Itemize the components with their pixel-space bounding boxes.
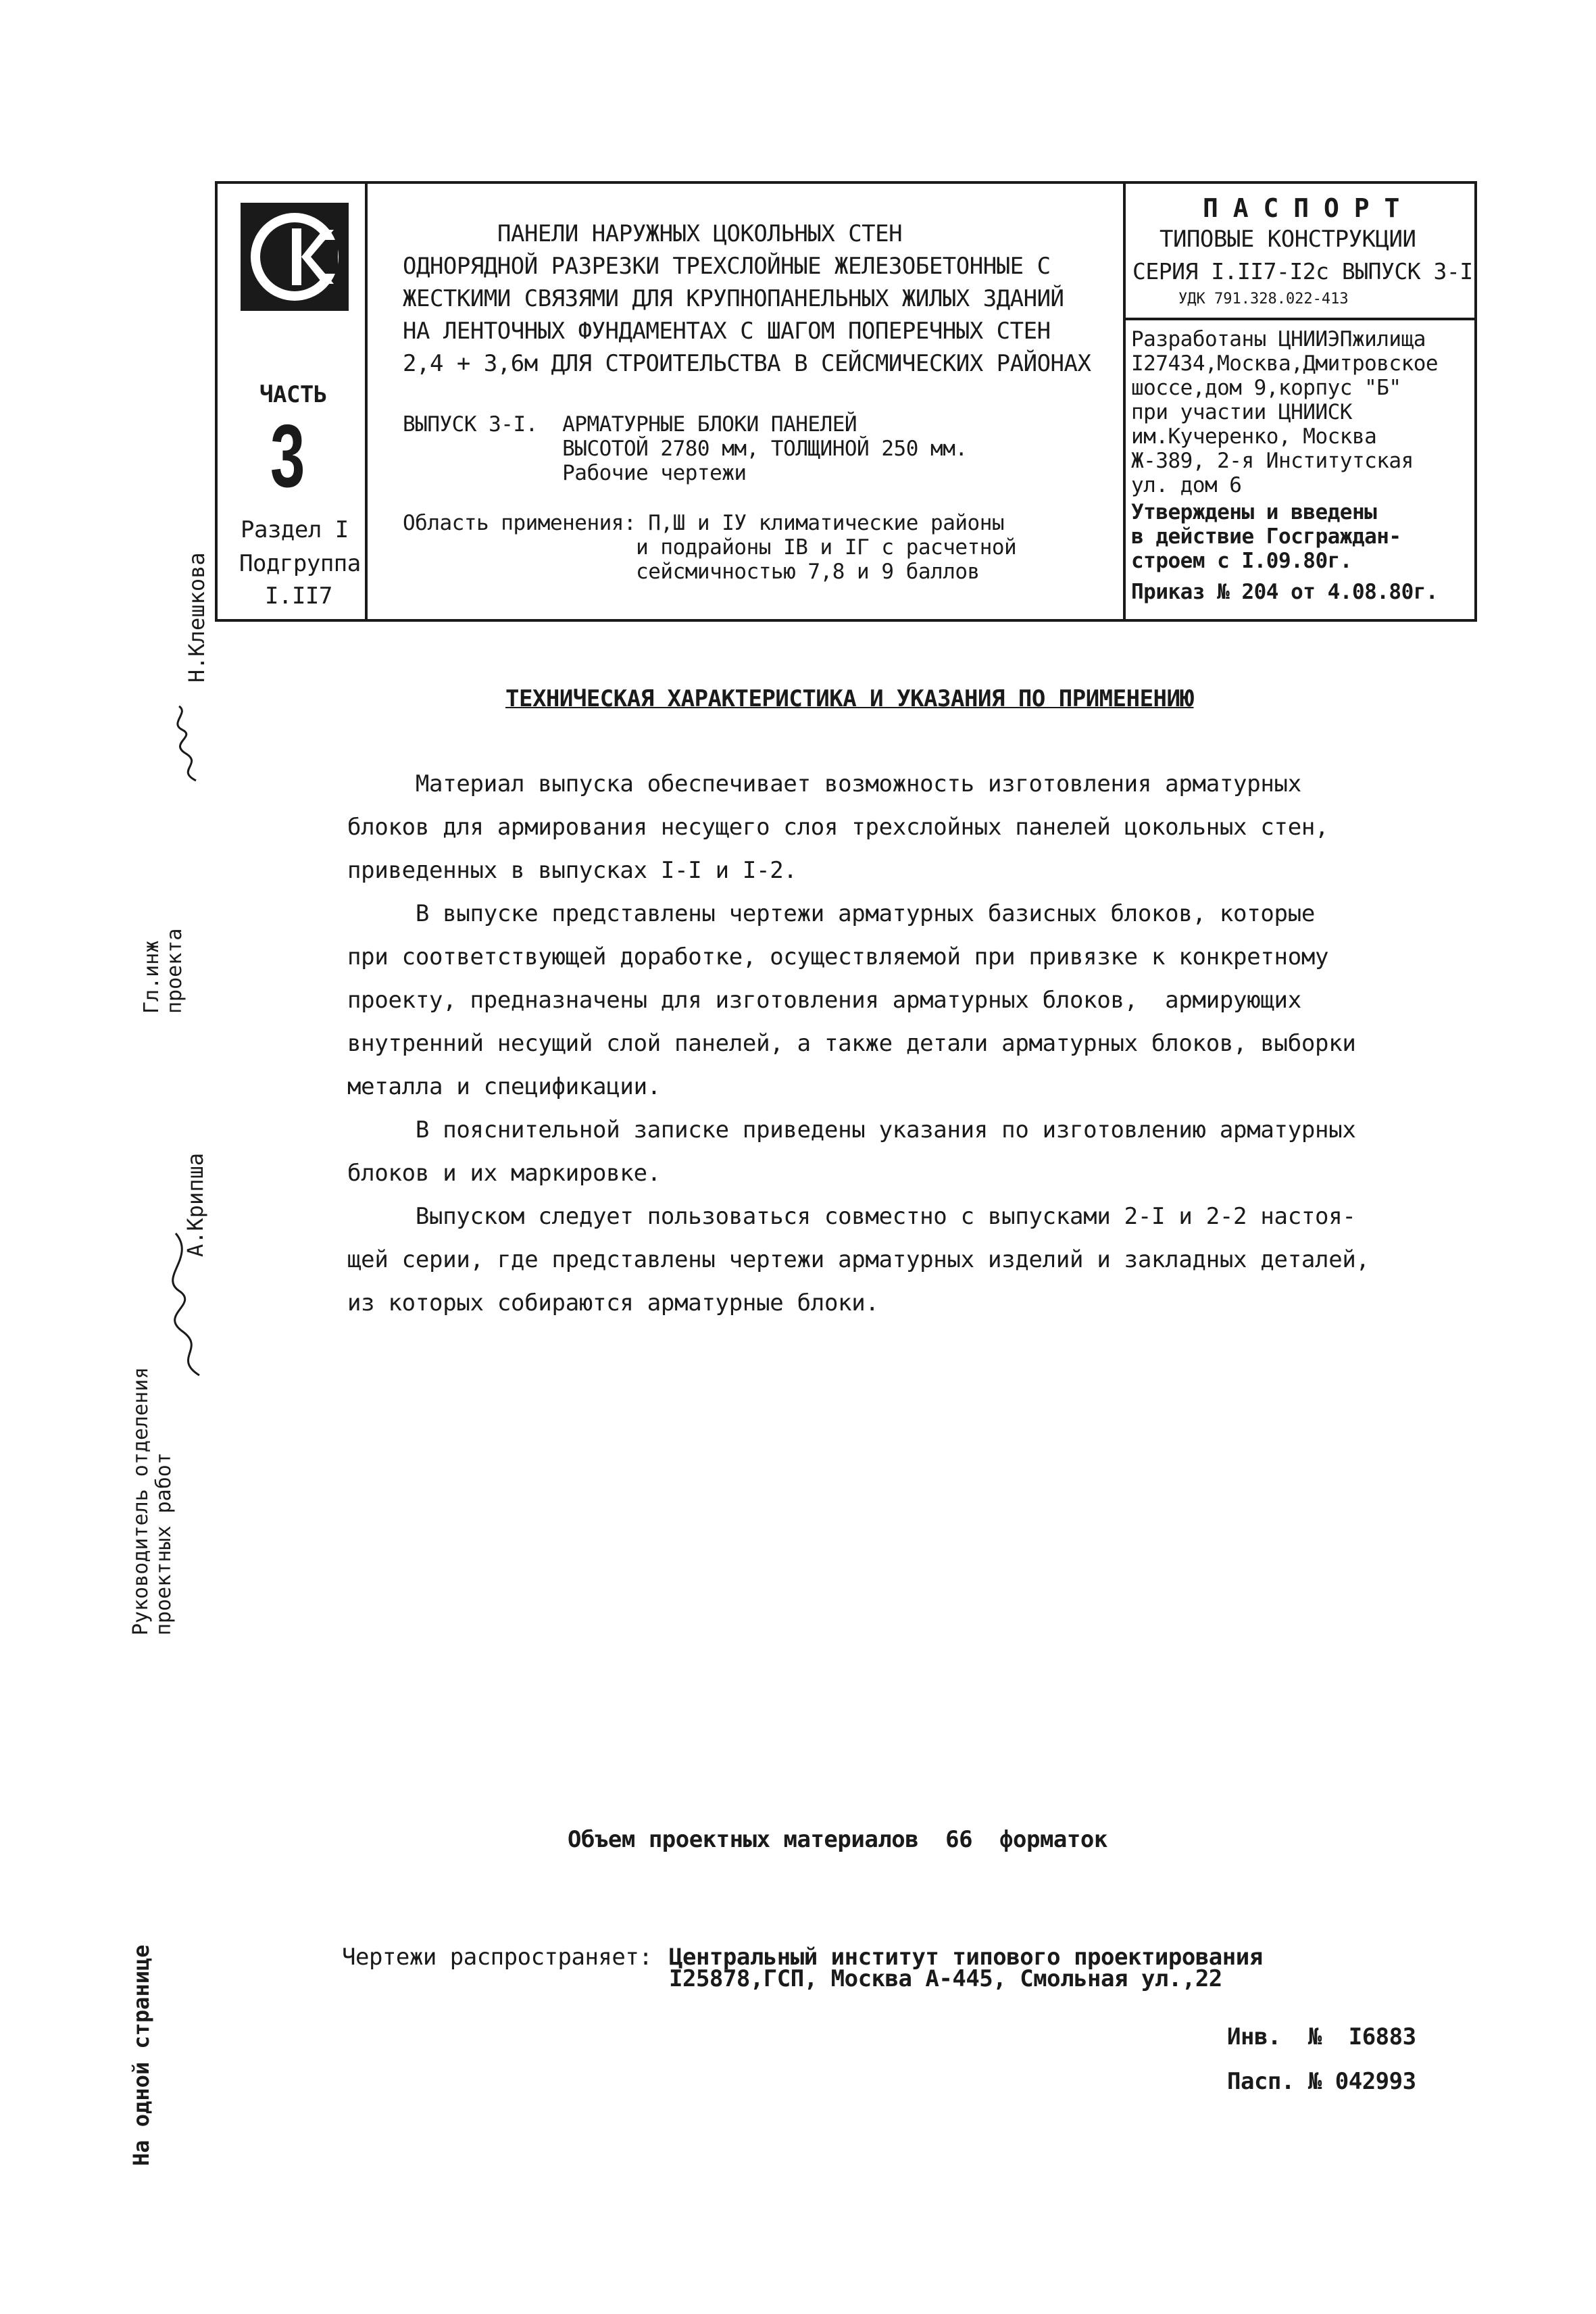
- body-line: металла и спецификации.: [347, 1073, 661, 1100]
- developer-line: Разработаны ЦНИИЭПжилища: [1131, 327, 1426, 351]
- title-line: ЖЕСТКИМИ СВЯЗЯМИ ДЛЯ КРУПНОПАНЕЛЬНЫХ ЖИЛЫХ ЗДАНИЙ: [403, 285, 1064, 312]
- approved-line: в действие Госграждан-: [1131, 524, 1401, 549]
- series-label: СЕРИЯ I.II7-I2с ВЫПУСК 3-I: [1132, 258, 1473, 285]
- passport-number: Пасп. № 042993: [1227, 2068, 1416, 2095]
- developer-line: Ж-389, 2-я Институтская: [1131, 449, 1414, 473]
- subgroup-number: I.II7: [265, 583, 332, 610]
- author2-role: Руководитель отделения проектных работ: [129, 1367, 176, 1635]
- body-line: внутренний несущий слой панелей, а также детали арматурных блоков, выборки: [347, 1030, 1356, 1057]
- body-text: [347, 762, 1370, 1325]
- issue-block: [403, 412, 968, 485]
- body-line: Материал выпуска обеспечивает возможность изготовления арматурных: [347, 770, 1301, 797]
- distributor-label: Чертежи распространяет:: [342, 1944, 653, 1971]
- right-separator: [1123, 318, 1477, 320]
- developer-line: ул. дом 6: [1131, 473, 1242, 497]
- header-right-divider: [1123, 181, 1126, 622]
- developer-block: [1131, 327, 1438, 497]
- title-block: [403, 218, 1091, 380]
- body-line: при соответствующей доработке, осуществляемой при привязке к конкретному: [347, 943, 1329, 970]
- scope-block: [403, 511, 1016, 584]
- developer-line: при участии ЦНИИСК: [1131, 400, 1352, 424]
- distributor-name: Центральный институт типового проектирования: [669, 1944, 1263, 1971]
- section-heading: ТЕХНИЧЕСКАЯ ХАРАКТЕРИСТИКА И УКАЗАНИЯ ПО ПРИМЕНЕНИЮ: [505, 685, 1194, 712]
- approved-line: Приказ № 204 от 4.08.80г.: [1131, 580, 1439, 604]
- developer-line: им.Кучеренко, Москва: [1131, 424, 1377, 449]
- body-line: блоков и их маркировке.: [347, 1160, 661, 1187]
- body-line: Выпуском следует пользоваться совместно с выпусками 2-I и 2-2 настоя-: [347, 1203, 1356, 1230]
- body-line: проекту, предназначены для изготовления арматурных блоков, армирующих: [347, 987, 1301, 1014]
- author1-role: Гл.инж проекта: [140, 928, 186, 1014]
- body-line: приведенных в выпусках I-I и I-2.: [347, 857, 797, 884]
- part-number: 3: [270, 406, 305, 506]
- udk-label: УДК 791.328.022-413: [1178, 291, 1349, 307]
- author2-name: А.Крипша: [182, 1152, 208, 1257]
- passport-subtitle: ТИПОВЫЕ КОНСТРУКЦИИ: [1159, 226, 1416, 253]
- page-note: На одной странице: [128, 1944, 154, 2166]
- body-line: В выпуске представлены чертежи арматурных базисных блоков, которые: [347, 900, 1316, 927]
- issue-line: ВЫСОТОЙ 2780 мм, ТОЛЩИНОЙ 250 мм.: [403, 437, 968, 461]
- issue-line: ВЫПУСК 3-I. АРМАТУРНЫЕ БЛОКИ ПАНЕЛЕЙ: [403, 412, 857, 437]
- part-label: ЧАСТЬ: [259, 381, 327, 408]
- issue-line: Рабочие чертежи: [403, 461, 747, 485]
- passport-title: П А С П О Р Т: [1203, 193, 1399, 223]
- approved-block: [1131, 500, 1438, 604]
- title-line: ПАНЕЛИ НАРУЖНЫХ ЦОКОЛЬНЫХ СТЕН: [497, 220, 903, 247]
- volume-line: Объем проектных материалов 66 форматок: [568, 1826, 1107, 1853]
- logo-icon: [241, 203, 349, 311]
- scope-line: и подрайоны IВ и IГ с расчетной: [403, 535, 1017, 560]
- body-line: из которых собираются арматурные блоки.: [347, 1289, 879, 1316]
- title-line: НА ЛЕНТОЧНЫХ ФУНДАМЕНТАХ С ШАГОМ ПОПЕРЕЧНЫХ СТЕН: [403, 318, 1051, 345]
- distributor-address: I25878,ГСП, Москва А-445, Смольная ул.,22: [669, 1965, 1222, 1992]
- body-line: В пояснительной записке приведены указания по изготовлению арматурных: [347, 1116, 1356, 1143]
- scope-line: Область применения: П,Ш и IУ климатические районы: [403, 511, 1005, 535]
- author1-signature: [169, 703, 212, 784]
- subgroup-label: Подгруппа: [239, 550, 361, 577]
- author1-name: Н.Клешкова: [184, 552, 209, 683]
- body-line: щей серии, где представлены чертежи арматурных изделий и закладных деталей,: [347, 1246, 1370, 1273]
- approved-line: строем с I.09.80г.: [1131, 549, 1352, 573]
- title-line: 2,4 + 3,6м ДЛЯ СТРОИТЕЛЬСТВА В СЕЙСМИЧЕСКИХ РАЙОНАХ: [403, 350, 1091, 377]
- developer-line: шоссе,дом 9,корпус "Б": [1131, 376, 1401, 400]
- developer-line: I27434,Москва,Дмитровское: [1131, 351, 1439, 376]
- section-label: Раздел I: [241, 516, 349, 543]
- title-line: ОДНОРЯДНОЙ РАЗРЕЗКИ ТРЕХСЛОЙНЫЕ ЖЕЛЕЗОБЕТОННЫЕ С: [403, 253, 1051, 280]
- approved-line: Утверждены и введены: [1131, 500, 1377, 524]
- inventory-number: Инв. № I6883: [1227, 2023, 1416, 2050]
- body-line: блоков для армирования несущего слоя трехслойных панелей цокольных стен,: [347, 814, 1329, 841]
- scope-line: сейсмичностью 7,8 и 9 баллов: [403, 560, 980, 584]
